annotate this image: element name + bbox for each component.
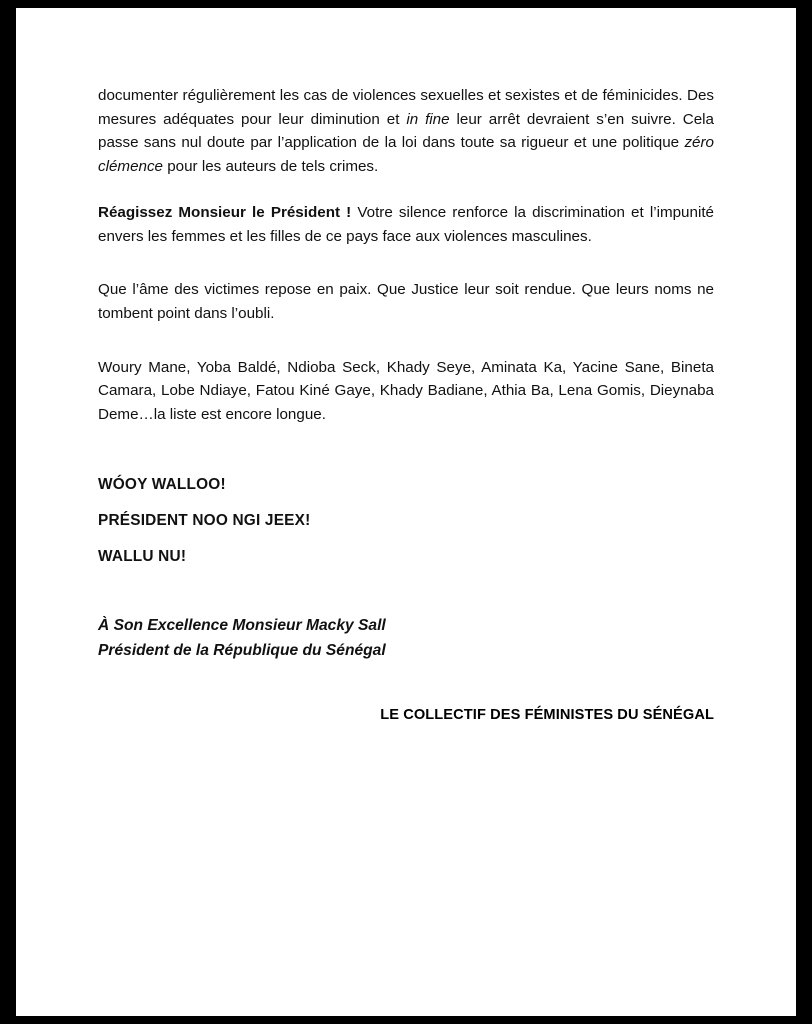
- appeal-heading: Réagissez Monsieur le Président !: [98, 203, 352, 221]
- slogan-3: WALLU NU!: [98, 547, 187, 565]
- paragraph-text-part: documenter régulièrement les cas de violences sexuelles et sexistes et de féminicides. Des mesures adéquates pour leur diminution et: [98, 87, 714, 128]
- document-body: [98, 84, 714, 723]
- addressee-line-2: Président de la République du Sénégal: [98, 642, 386, 660]
- paragraph-documentation: [98, 84, 714, 179]
- paragraph-victim-names: Woury Mane, Yoba Baldé, Ndioba Seck, Khady Seye, Aminata Ka, Yacine Sane, Bineta Camara, Lobe Ndiaye, Fatou Kiné Gaye, Khady Badiane, Athia Ba, Lena Gomis, Dieynaba Deme…la liste est encore longue.: [98, 358, 714, 424]
- slogans-block: [98, 473, 714, 569]
- italic-zero-clemence: zéro clémence: [98, 134, 714, 176]
- paragraph-memorial: Que l’âme des victimes repose en paix. Que Justice leur soit rendue. Que leurs noms ne tombent point dans l’oubli.: [98, 281, 714, 322]
- italic-in-fine: in fine: [406, 110, 450, 128]
- paragraph-appeal: [98, 201, 714, 248]
- appeal-text: Votre silence renforce la discrimination et l’impunité envers les femmes et les filles de ce pays face aux violences masculines.: [98, 203, 714, 245]
- document-page: [16, 8, 796, 1016]
- paragraph-text-part: pour les auteurs de tels crimes.: [163, 158, 379, 176]
- slogan-2: PRÉSIDENT NOO NGI JEEX!: [98, 511, 311, 529]
- addressee-block: [98, 613, 714, 664]
- slogan-1: WÓOY WALLOO!: [98, 475, 226, 493]
- paragraph-text-part: leur arrêt devraient s’en suivre. Cela passe sans nul doute par l’application de la loi dans toute sa rigueur et une politique: [98, 110, 714, 152]
- signature-block: [98, 707, 714, 723]
- signature-text: LE COLLECTIF DES FÉMINISTES DU SÉNÉGAL: [380, 707, 714, 724]
- addressee-line-1: À Son Excellence Monsieur Macky Sall: [98, 616, 386, 634]
